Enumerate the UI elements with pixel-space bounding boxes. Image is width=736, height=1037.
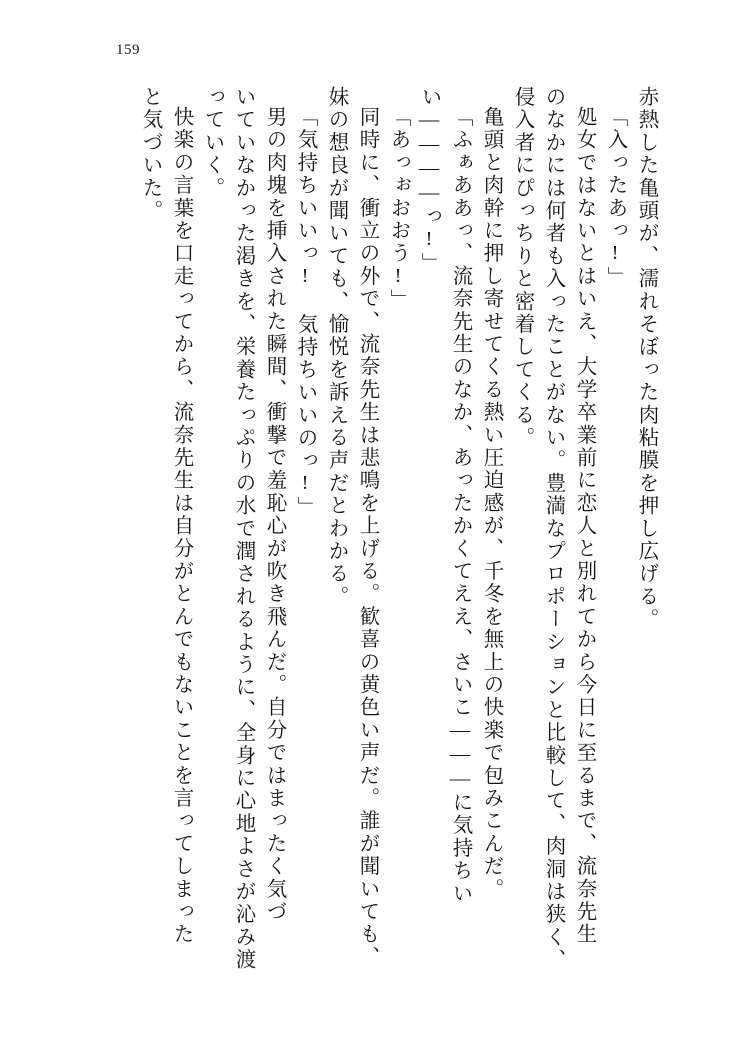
text-column: っていく。: [201, 86, 223, 200]
text-column: い————っ!」: [418, 86, 440, 276]
page-number: 159: [116, 42, 140, 58]
text-column: 「あっぉおおう!」: [387, 106, 409, 312]
text-column: 男の肉塊を挿入された瞬間、衝撃で羞恥心が吹き飛んだ。自分ではまったく気づ: [263, 106, 285, 924]
text-column: 快楽の言葉を口走ってから、流奈先生は自分がとんでもないことを言ってしまった: [170, 106, 192, 946]
text-column: 「入ったあっ!」: [604, 106, 626, 290]
text-column: いていなかった渇きを、栄養たっぷりの水で潤されるように、全身に心地よさが沁み渡: [232, 86, 254, 972]
text-column: 「ふぁああっ、流奈先生のなか、あったかくてええ、さいこ———に気持ちい: [449, 106, 471, 905]
text-column: と気づいた。: [139, 86, 161, 223]
text-column: 妹の想良が聞いても、愉悦を訴える声だとわかる。: [325, 86, 347, 609]
text-column: 赤熱した亀頭が、濡れそぼった肉粘膜を押し広げる。: [635, 86, 657, 631]
text-column: 同時に、衝立の外で、流奈先生は悲鳴を上げる。歓喜の黄色い声だ。誰が聞いても、: [356, 106, 378, 969]
text-column: 「気持ちいいっ! 気持ちいいのっ!」: [294, 106, 316, 520]
text-column: 処女ではないとはいえ、大学卒業前に恋人と別れてから今日に至るまで、流奈先生: [573, 106, 595, 946]
vertical-text-block: [96, 86, 656, 976]
text-column: 亀頭と肉幹に押し寄せてくる熱い圧迫感が、千冬を無上の快楽で包みこんだ。: [480, 106, 502, 901]
text-column: 侵入者にぴっちりと密着してくる。: [511, 86, 533, 450]
text-column: のなかには何者も入ったことがない。豊満なプロポーションと比較して、肉洞は狭く、: [542, 86, 564, 972]
